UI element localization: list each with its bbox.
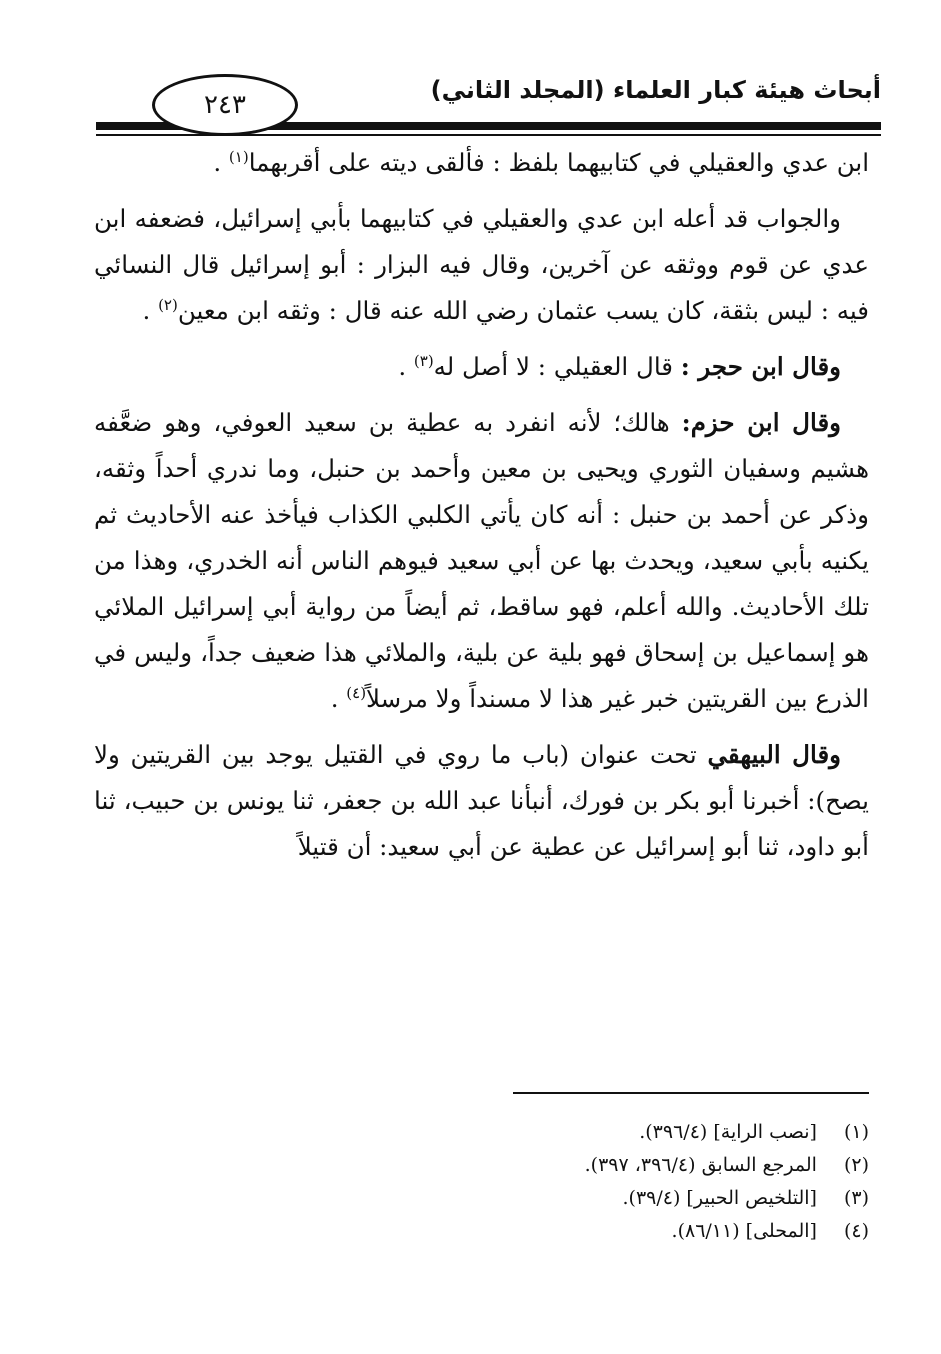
page-number-oval: [152, 74, 298, 136]
footnote-ref-3: (٣): [413, 351, 434, 370]
footnote-number: (٢): [843, 1154, 869, 1176]
paragraph-3: وقال ابن حجر : قال العقيلي : لا أصل له$^{(٣)}$ .: [398, 351, 841, 381]
paragraph-3-lead: وقال ابن حجر :: [680, 352, 841, 381]
footnote-item: [369, 1215, 869, 1248]
paragraph-4-text: هالك؛ لأنه انفرد به عطية بن سعيد العوفي، وهو ضعَّفه هشيم وسفيان الثوري ويحيى بن معين وأحمد بن حنبل، وما ندري أحداً وثقه، وذكر عن أحمد بن حنبل : أنه كان يأتي الكلبي الكذاب فيأخذ عنه الأحاديث ثم يكنيه بأبي سعيد، ويحدث بها عن أبي سعيد فيوهم الناس أنه الخدري، وهذا من تلك الأحاديث. والله أعلم، فهو ساقط، ثم أيضاً من رواية أبي إسرائيل الملائي هو إسماعيل بن إسحاق فهو بلية عن بلية، والملائي هذا ضعيف جداً، وليس في الذرع بين القريتين خبر غير هذا لا مسنداً ولا مرسلاً: [94, 408, 869, 713]
paragraph-4-lead: وقال ابن حزم:: [681, 408, 841, 437]
footnote-text: المرجع السابق (٣٩٦/٤، ٣٩٧).: [584, 1154, 817, 1176]
paragraph-3-text: قال العقيلي : لا أصل له: [433, 352, 673, 381]
footnote-text: [التلخيص الحبير] (٣٩/٤).: [622, 1187, 817, 1209]
paragraph-5-text: تحت عنوان (باب ما روي في القتيل يوجد بين القريتين ولا يصح): أخبرنا أبو بكر بن فورك، أنبأنا عبد الله بن جعفر، ثنا يونس بن حبيب، ثنا أبو داود، ثنا أبو إسرائيل عن عطية عن أبي سعيد: أن قتيلاً: [94, 740, 869, 861]
footnote-ref-4: (٤): [346, 683, 367, 702]
footnote-item: [369, 1182, 869, 1215]
page-header: [96, 70, 881, 140]
footnote-number: (١): [843, 1121, 869, 1143]
footnotes: [369, 1116, 869, 1248]
footnote-text: [المحلى] (٨٦/١١).: [671, 1220, 817, 1242]
paragraph-5-lead: وقال البيهقي: [707, 740, 841, 769]
paragraph-1-text: ابن عدي والعقيلي في كتابيهما بلفظ : فألقى ديته على أقربهما: [248, 148, 869, 177]
footnote-item: [369, 1116, 869, 1149]
footnote-item: [369, 1149, 869, 1182]
paragraph-2: والجواب قد أعله ابن عدي والعقيلي في كتابيهما بأبي إسرائيل، فضعفه ابن عدي عن قوم ووثقه عن آخرين، وقال فيه البزار : أبو إسرائيل قال النسائي فيه : ليس بثقة، كان يسب عثمان رضي الله عنه قال : وثقه ابن معين$^{(٢)}$ .: [94, 204, 869, 325]
page-number: ٢٤٣: [204, 90, 246, 120]
paragraph-4: وقال ابن حزم: هالك؛ لأنه انفرد به عطية بن سعيد العوفي، وهو ضعَّفه هشيم وسفيان الثوري ويحيى بن معين وأحمد بن حنبل، وما ندري أحداً وثقه، وذكر عن أحمد بن حنبل : أنه كان يأتي الكلبي الكذاب فيأخذ عنه الأحاديث ثم يكنيه بأبي سعيد، ويحدث بها عن أبي سعيد فيوهم الناس أنه الخدري، وهذا من تلك الأحاديث. والله أعلم، فهو ساقط، ثم أيضاً من رواية أبي إسرائيل الملائي هو إسماعيل بن إسحاق فهو بلية عن بلية، والملائي هذا ضعيف جداً، وليس في الذرع بين القريتين خبر غير هذا لا مسنداً ولا مرسلاً$^{(٤)}$ .: [94, 408, 869, 713]
paragraph-2-text: والجواب قد أعله ابن عدي والعقيلي في كتابيهما بأبي إسرائيل، فضعفه ابن عدي عن قوم ووثقه عن آخرين، وقال فيه البزار : أبو إسرائيل قال النسائي فيه : ليس بثقة، كان يسب عثمان رضي الله عنه قال : وثقه ابن معين: [94, 204, 869, 325]
footnote-number: (٤): [843, 1220, 869, 1242]
running-title: أبحاث هيئة كبار العلماء (المجلد الثاني): [430, 76, 881, 104]
footnote-ref-1: (١): [228, 147, 249, 166]
main-text: [94, 140, 869, 880]
footnote-separator: [513, 1092, 869, 1094]
paragraph-1: ابن عدي والعقيلي في كتابيهما بلفظ : فألقى ديته على أقربهما$^{(١)}$ .: [213, 147, 869, 177]
footnote-ref-2: (٢): [158, 295, 178, 314]
footnote-number: (٣): [843, 1187, 869, 1209]
paragraph-5: [94, 732, 869, 870]
footnote-text: [نصب الراية] (٣٩٦/٤).: [639, 1121, 817, 1143]
